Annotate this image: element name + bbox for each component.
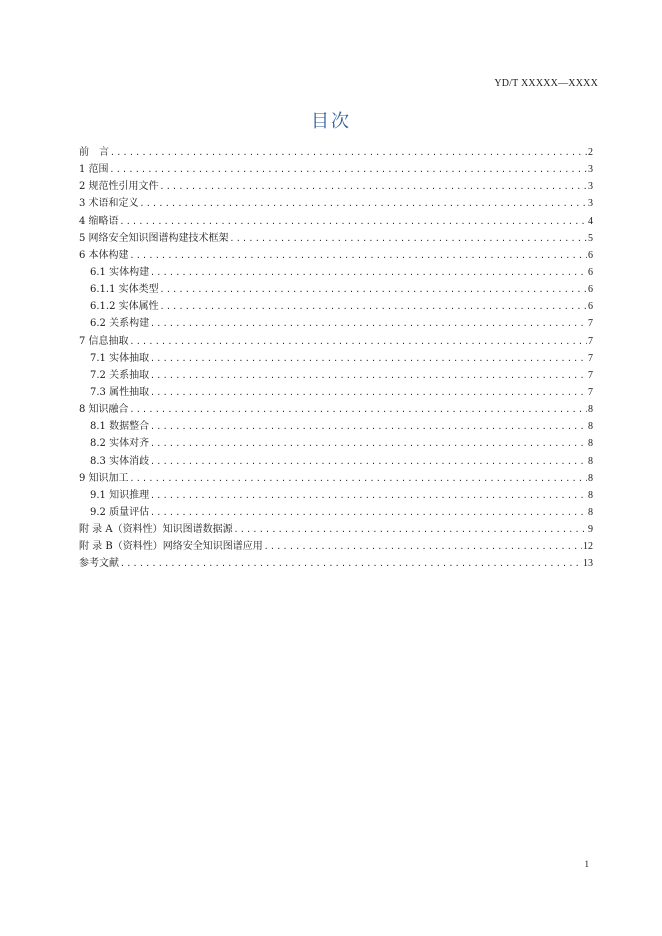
- toc-leader-dots: [264, 538, 582, 555]
- toc-entry-page: 9: [588, 524, 593, 536]
- toc-entry-label: 参考文献: [79, 558, 119, 570]
- toc-entry-page: 13: [583, 558, 593, 570]
- toc-entry-label: 8.3 实体消歧: [90, 455, 150, 467]
- toc-leader-dots: [150, 350, 587, 367]
- toc-entry[interactable]: [79, 298, 593, 315]
- toc-leader-dots: [130, 470, 587, 487]
- toc-entry-label: 8.1 数据整合: [90, 421, 150, 433]
- toc-entry-page: 8: [588, 421, 593, 433]
- toc-entry[interactable]: [79, 435, 593, 452]
- toc-entry-label: 1 范围: [79, 164, 109, 176]
- toc-title: 目次: [311, 111, 351, 132]
- toc-entry-label: 9 知识加工: [79, 472, 129, 484]
- toc-entry[interactable]: [79, 367, 593, 384]
- toc-entry-page: 7: [588, 352, 593, 364]
- toc-leader-dots: [150, 367, 587, 384]
- toc-leader-dots: [150, 418, 587, 435]
- toc-entry-page: 2: [588, 147, 593, 158]
- toc-entry-label: 4 缩略语: [79, 215, 119, 227]
- toc-leader-dots: [230, 230, 587, 247]
- toc-entry[interactable]: [79, 521, 593, 538]
- toc-entry-label: 2 规范性引用文件: [79, 181, 159, 193]
- toc-entry[interactable]: [79, 504, 593, 521]
- toc-leader-dots: [150, 435, 587, 452]
- toc-leader-dots: [160, 281, 587, 298]
- table-of-contents: [79, 144, 593, 573]
- toc-entry-label: 9.1 知识推理: [90, 489, 150, 501]
- toc-entry-label: 8 知识融合: [79, 404, 129, 416]
- toc-entry-label: 6.2 关系构建: [90, 318, 150, 330]
- toc-entry[interactable]: [79, 144, 593, 161]
- toc-entry[interactable]: [79, 264, 593, 281]
- toc-leader-dots: [130, 247, 587, 264]
- toc-entry-page: 4: [588, 215, 593, 227]
- toc-entry-label: 7.2 关系抽取: [90, 369, 150, 381]
- toc-entry-label: 8.2 实体对齐: [90, 438, 150, 450]
- toc-entry[interactable]: [79, 178, 593, 195]
- toc-entry-page: 3: [588, 181, 593, 193]
- toc-entry-label: 7.1 实体抽取: [90, 352, 150, 364]
- toc-entry-label: 5 网络安全知识图谱构建技术框架: [79, 232, 229, 244]
- toc-leader-dots: [120, 555, 582, 572]
- toc-leader-dots: [234, 521, 587, 538]
- toc-entry[interactable]: [79, 555, 593, 572]
- toc-entry-label: 前 言: [79, 147, 109, 158]
- toc-leader-dots: [140, 195, 587, 212]
- toc-entry[interactable]: [79, 230, 593, 247]
- toc-entry[interactable]: [79, 487, 593, 504]
- toc-entry[interactable]: [79, 161, 593, 178]
- toc-entry[interactable]: [79, 315, 593, 332]
- toc-entry-page: 6: [588, 266, 593, 278]
- toc-entry-label: 6.1 实体构建: [90, 266, 150, 278]
- toc-leader-dots: [110, 144, 587, 161]
- toc-entry[interactable]: [79, 418, 593, 435]
- toc-entry-label: 6 本体构建: [79, 249, 129, 261]
- toc-entry-label: 3 术语和定义: [79, 198, 139, 210]
- toc-entry-label: 7.3 属性抽取: [90, 386, 150, 398]
- toc-entry[interactable]: [79, 350, 593, 367]
- toc-entry-page: 6: [588, 284, 593, 296]
- toc-leader-dots: [120, 213, 587, 230]
- toc-entry-page: 8: [588, 455, 593, 467]
- toc-leader-dots: [150, 487, 587, 504]
- toc-leader-dots: [150, 504, 587, 521]
- toc-entry[interactable]: [79, 333, 593, 350]
- toc-entry-page: 7: [588, 318, 593, 330]
- toc-entry-page: 7: [588, 369, 593, 381]
- toc-leader-dots: [160, 298, 587, 315]
- toc-entry-page: 3: [588, 198, 593, 210]
- page-number: 1: [584, 859, 589, 869]
- toc-entry-page: 6: [588, 301, 593, 313]
- toc-entry-label: 附 录 B（资料性）网络安全知识图谱应用: [79, 541, 263, 553]
- toc-leader-dots: [130, 333, 587, 350]
- toc-entry-page: 5: [588, 232, 593, 244]
- toc-entry[interactable]: [79, 384, 593, 401]
- toc-entry-label: 7 信息抽取: [79, 335, 129, 347]
- toc-entry[interactable]: [79, 247, 593, 264]
- toc-entry-page: 12: [583, 541, 593, 553]
- toc-entry-page: 8: [588, 506, 593, 518]
- toc-leader-dots: [150, 453, 587, 470]
- toc-entry-label: 6.1.1 实体类型: [90, 284, 159, 296]
- toc-entry-page: 7: [588, 335, 593, 347]
- toc-entry[interactable]: [79, 538, 593, 555]
- toc-entry[interactable]: [79, 453, 593, 470]
- toc-leader-dots: [160, 178, 587, 195]
- toc-entry-page: 7: [588, 386, 593, 398]
- toc-entry-page: 8: [588, 404, 593, 416]
- toc-leader-dots: [150, 264, 587, 281]
- toc-leader-dots: [150, 315, 587, 332]
- toc-entry-page: 8: [588, 438, 593, 450]
- toc-leader-dots: [110, 161, 587, 178]
- toc-entry-label: 6.1.2 实体属性: [90, 301, 159, 313]
- toc-entry[interactable]: [79, 470, 593, 487]
- toc-entry[interactable]: [79, 281, 593, 298]
- toc-leader-dots: [150, 384, 587, 401]
- toc-entry-page: 8: [588, 472, 593, 484]
- toc-entry[interactable]: [79, 401, 593, 418]
- toc-entry-page: 8: [588, 489, 593, 501]
- toc-entry[interactable]: [79, 213, 593, 230]
- toc-entry-page: 6: [588, 249, 593, 261]
- document-code: YD/T XXXXX—XXXX: [494, 78, 598, 89]
- toc-entry-page: 3: [588, 164, 593, 176]
- toc-entry-label: 附 录 A（资料性）知识图谱数据源: [79, 524, 233, 536]
- toc-entry-label: 9.2 质量评估: [90, 506, 150, 518]
- toc-entry[interactable]: [79, 195, 593, 212]
- toc-leader-dots: [130, 401, 587, 418]
